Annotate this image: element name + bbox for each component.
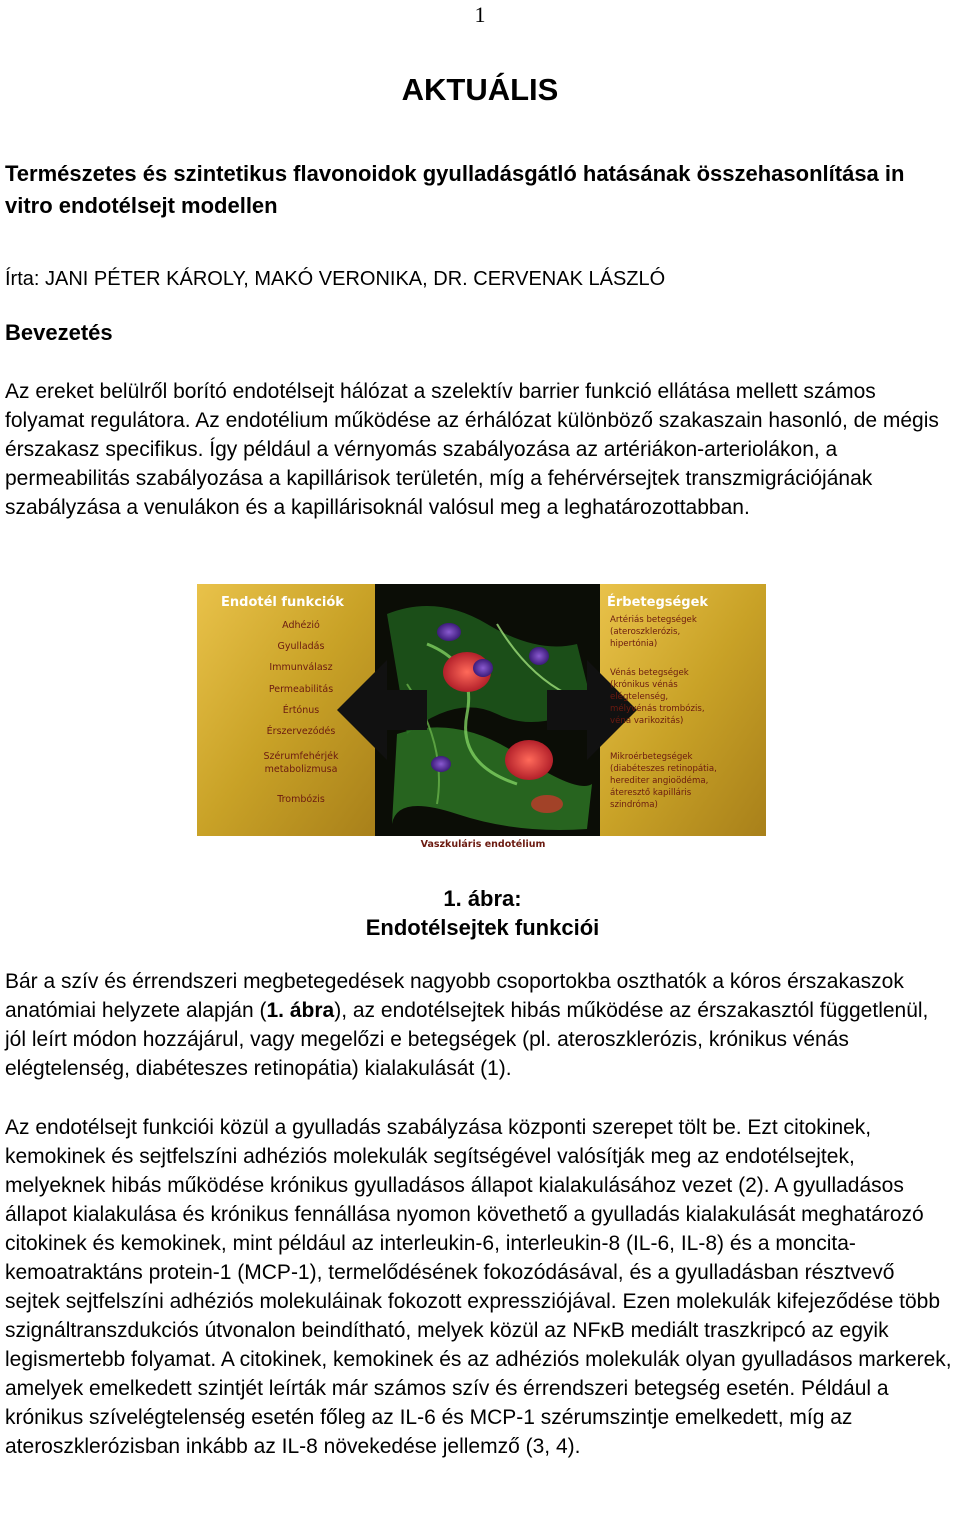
right-panel-title: Érbetegségek (607, 595, 709, 610)
figure-bottom-label: Vaszkuláris endotélium (420, 839, 546, 850)
right-item: szindróma) (610, 800, 658, 810)
left-item: Adhézió (282, 620, 320, 631)
left-item: Immunválasz (269, 662, 333, 673)
left-item: Gyulladás (277, 641, 325, 652)
figure-endothelial-functions (197, 584, 766, 852)
left-item: Permeabilitás (268, 684, 334, 695)
right-item: herediter angioödéma, (610, 776, 709, 786)
paragraph-intro: Az ereket belülről borító endotélsejt hálózat a szelektív barrier funkció ellátása mellett számos folyamat regulátora. Az endotélium működése az érhálózat különböző szakaszain hasonló, de mégis érszakasz specifikus. Így például a vérnyomás szabályozása az artériákon-arteriolákon, a permeabilitás szabályozása a kapillárisok területén, míg a fehérvérsejtek transzmigrációjának szabályzása a venulákon és a kapillárisoknál valósul meg a leghatározottabban. (5, 380, 939, 519)
paragraph2-text: Bár a szív és érrendszeri megbetegedések nagyobb csoportokba oszthatók a kóros érszakaszok anatómiai helyzete alapján ( (5, 970, 904, 1022)
right-item: elégtelenség, (610, 692, 669, 702)
left-item: Értónus (282, 705, 320, 716)
right-item: hipertónia) (610, 639, 658, 649)
right-item: mélyvénás trombózis, (610, 704, 705, 714)
section-title: AKTUÁLIS (401, 72, 559, 107)
right-item: Artériás betegségek (610, 615, 697, 625)
right-item: (krónikus vénás (610, 680, 678, 690)
paragraph-inflammation: Az endotélsejt funkciói közül a gyulladás szabályzása központi szerepet tölt be. Ezt citokinek, kemokinek és sejtfelszíni adhéziós molekulák segítségével valósítják meg az endotélsejtek, melyeknek hibás működése krónikus gyulladásos állapot kialakulásához vezet (2). A gyulladásos állapot kialakulása és krónikus fennállása nyomon követhető a gyulladás kialakulását meghatározó citokinek és kemokinek, mint például az interleukin-6, interleukin-8 (IL-6, IL-8) és a moncita-kemoatraktáns protein-1 (MCP-1), termelődésének fokozódásával, és a gyulladásban résztvevő sejtek sejtfelszíni adhéziós molekuláinak fokozott expressziójával. Ezen molekulák kifejeződése több szignáltranszdukciós útvonalon beindítható, melyek közül az NFκB mediált traszkripcó az egyik legismertebb folyamat. A citokinek, kemokinek és az adhéziós molekulák olyan gyulladásos markerek, amelyek emelkedett szintjét leírták már számos szív és érrendszeri betegség esetén. Például a krónikus szívelégtelenség esetén főleg az IL-6 és MCP-1 szérumszintje emelkedett, míg az ateroszklerózisban inkább az IL-8 növekedése jellemző (3, 4). (5, 1116, 952, 1458)
right-item: (ateroszklerózis, (610, 627, 681, 637)
right-item: Vénás betegségek (610, 668, 689, 678)
figure-caption (0, 884, 960, 942)
caption-title: Endotélsejtek funkciói (365, 915, 600, 940)
left-item: Trombózis (277, 794, 325, 805)
figure-image (197, 584, 766, 852)
right-item: véna varikozitás) (610, 716, 684, 726)
paragraph2-text: ), az endotélsejtek hibás működése az érszakasztól függetlenül, jól leírt módon hozzájárul, vagy megelőzi e betegségek (pl. ateroszklerózis, krónikus vénás elégtelenség, diabéteszes retinopátia) kialakulását (1). (5, 999, 929, 1080)
left-item: metabolizmusa (264, 764, 338, 775)
right-item: áteresztő kapilláris (610, 788, 692, 798)
authors-line: Írta: JANI PÉTER KÁROLY, MAKÓ VERONIKA, DR. CERVENAK LÁSZLÓ (5, 268, 666, 290)
page-number: 1 (474, 2, 486, 27)
right-item: (diabéteszes retinopátia, (610, 764, 717, 774)
left-item: Érszervezódés (266, 726, 336, 737)
left-item: Szérumfehérjék (263, 751, 339, 762)
right-item: Mikroérbetegségek (610, 752, 693, 762)
left-panel-title: Endotél funkciók (221, 595, 344, 610)
paragraph-diseases (5, 967, 955, 1083)
article-title: Természetes és szintetikus flavonoidok gyulladásgátló hatásának összehasonlítása in vitro endotélsejt modellen (5, 161, 905, 218)
figure-reference: 1. ábra (266, 999, 335, 1022)
caption-number: 1. ábra: (443, 886, 522, 911)
intro-heading: Bevezetés (5, 320, 113, 345)
